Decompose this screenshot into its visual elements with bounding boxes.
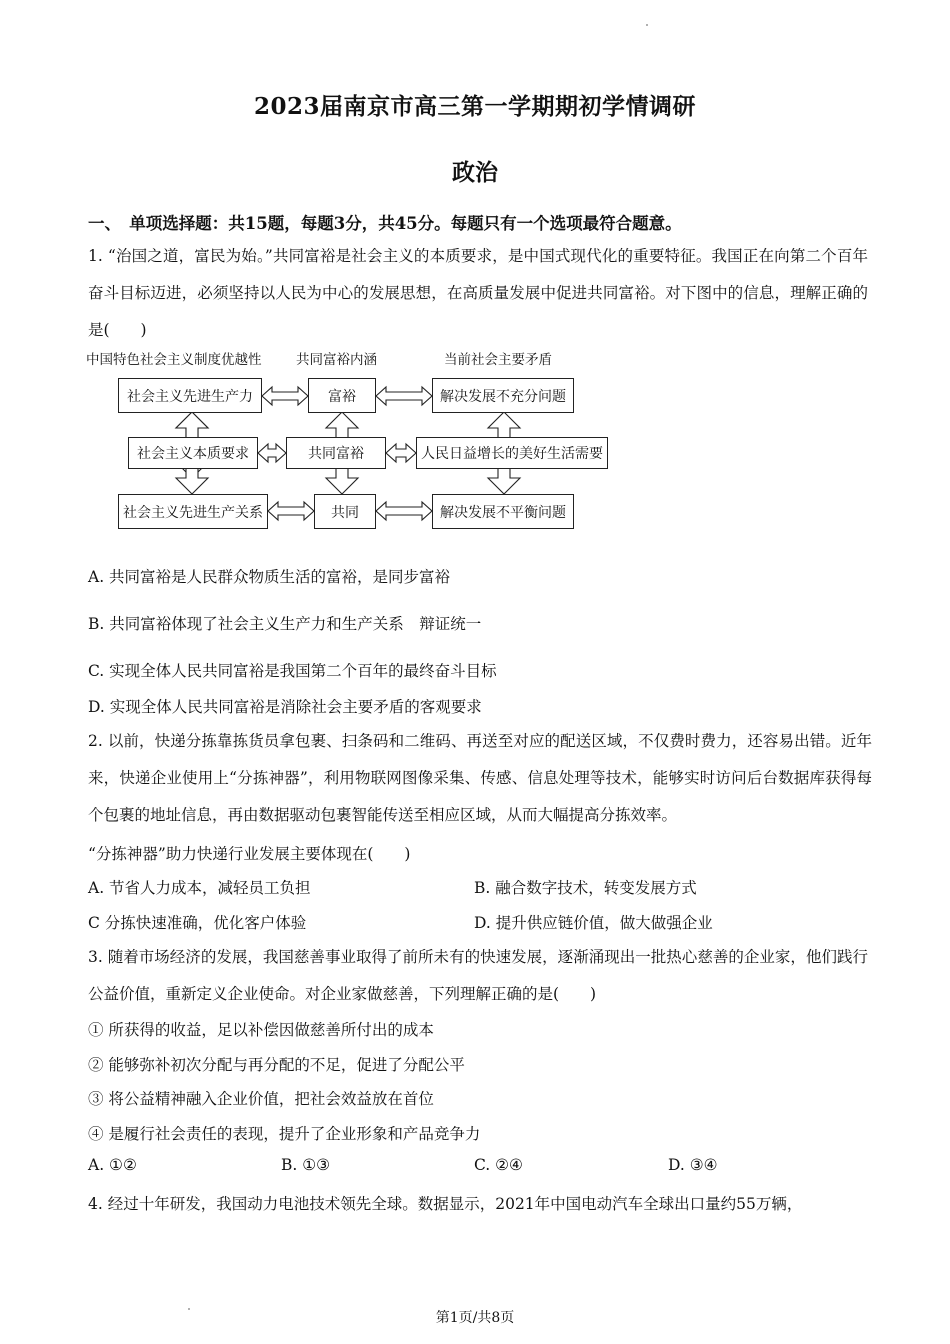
q3-item-3: ③ 将公益精神融入企业价值，把社会效益放在首位: [88, 1090, 434, 1108]
diagram-header-left: 中国特色社会主义制度优越性: [86, 352, 262, 368]
diagram-box-left-2: 社会主义本质要求: [128, 437, 258, 469]
diagram-box-middle-2: 共同富裕: [286, 437, 386, 469]
q3-item-2: ② 能够弥补初次分配与再分配的不足，促进了分配公平: [88, 1056, 465, 1074]
diagram-box-right-1: 解决发展不充分问题: [432, 378, 574, 413]
section-heading: 一、 单项选择题：共15题，每题3分，共45分。每题只有一个选项最符合题意。: [88, 214, 682, 233]
page-footer: 第1页/共8页: [435, 1310, 515, 1326]
page-title: 2023届南京市高三第一学期期初学情调研: [253, 93, 696, 120]
q3-option-b: B. ①③: [281, 1156, 331, 1174]
q1-option-b: B. 共同富裕体现了社会主义生产力和生产关系 辩证统一: [88, 615, 482, 633]
subject-title: 政治: [452, 159, 498, 186]
diagram-box-right-2: 人民日益增长的美好生活需要: [416, 437, 608, 469]
diagram-box-middle-3: 共同: [314, 494, 376, 529]
q1-stem: 1. “治国之道，富民为始。”共同富裕是社会主义的本质要求，是中国式现代化的重要特征。我国正在向第二个百年奋斗目标迈进，必须坚持以人民为中心的发展思想，在高质量发展中促进共同富裕。对下图中的信息，理解正确的是( ): [88, 247, 868, 339]
diagram-box-left-1: 社会主义先进生产力: [118, 378, 262, 413]
q3-item-4: ④ 是履行社会责任的表现，提升了企业形象和产品竞争力: [88, 1125, 481, 1143]
q3-option-a: A. ①②: [88, 1156, 137, 1174]
q2-option-d: D. 提升供应链价值，做大做强企业: [474, 914, 713, 932]
q1-option-c: C. 实现全体人民共同富裕是我国第二个百年的最终奋斗目标: [88, 662, 497, 680]
q2-option-b: B. 融合数字技术，转变发展方式: [474, 879, 697, 897]
q2-question: “分拣神器”助力快递行业发展主要体现在( ): [88, 845, 411, 863]
q3-stem: 3. 随着市场经济的发展，我国慈善事业取得了前所未有的快速发展，逐渐涌现出一批热心慈善的企业家，他们践行公益价值，重新定义企业使命。对企业家做慈善，下列理解正确的是( ): [88, 948, 868, 1003]
q1-option-a: A. 共同富裕是人民群众物质生活的富裕，是同步富裕: [88, 568, 451, 586]
q3-item-1: ① 所获得的收益，足以补偿因做慈善所付出的成本: [88, 1021, 434, 1039]
q1-option-d: D. 实现全体人民共同富裕是消除社会主要矛盾的客观要求: [88, 698, 482, 716]
diagram-arrows: [0, 0, 950, 560]
diagram-box-middle-1: 富裕: [308, 378, 376, 413]
q2-option-c: C 分拣快速准确，优化客户体验: [88, 914, 307, 932]
q3-option-d: D. ③④: [668, 1156, 718, 1174]
q3-option-c: C. ②④: [474, 1156, 523, 1174]
diagram-box-right-3: 解决发展不平衡问题: [432, 494, 574, 529]
diagram-header-right: 当前社会主要矛盾: [444, 352, 552, 368]
q2-stem: 2. 以前，快递分拣靠拣货员拿包裹、扫条码和二维码、再送至对应的配送区域，不仅费时费力，还容易出错。近年来，快递企业使用上“分拣神器”，利用物联网图像采集、传感、信息处理等技术，能够实时访问后台数据库获得每个包裹的地址信息，再由数据驱动包裹智能传送至相应区域，从而大幅提高分拣效率。: [88, 732, 872, 824]
q2-option-a: A. 节省人力成本，减轻员工负担: [88, 879, 311, 897]
diagram-header-middle: 共同富裕内涵: [296, 352, 377, 368]
diagram-box-left-3: 社会主义先进生产关系: [118, 494, 268, 529]
q4-stem: 4. 经过十年研发，我国动力电池技术领先全球。数据显示，2021年中国电动汽车全球出口量约55万辆，: [88, 1195, 803, 1213]
